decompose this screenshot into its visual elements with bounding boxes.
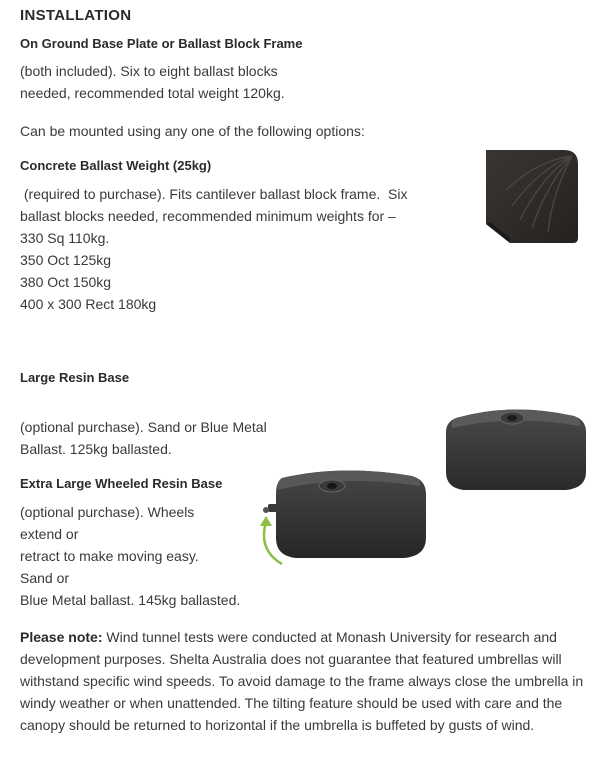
xl-wheeled-heading: Extra Large Wheeled Resin Base (20, 476, 223, 491)
text-line: 380 Oct 150kg (20, 274, 112, 290)
note-text: Wind tunnel tests were conducted at Monash University for research and development purposes. Shelta Australia does not guarantee that featured umbrellas will withstand specific wind speeds. To avoid damage to the frame always close the umbrella in windy weather or when unattended. The tilting feature should be used with care and the canopy should be returned to horizontal if the umbrella is buffeted by gusts of wind. (20, 629, 584, 733)
text-line: (optional purchase). Wheels (20, 504, 195, 520)
text-line: (both included). Six to eight ballast blocks (20, 63, 278, 79)
text-line: retract to make moving easy. (20, 548, 199, 564)
text-line: (optional purchase). Sand or Blue Metal (20, 419, 267, 435)
xl-wheeled-text (20, 501, 240, 611)
large-resin-text (20, 416, 267, 460)
concrete-ballast-image (482, 146, 580, 246)
options-intro: Can be mounted using any one of the following options: (20, 123, 365, 139)
text-line: Blue Metal ballast. 145kg ballasted. (20, 592, 241, 608)
large-resin-heading: Large Resin Base (20, 370, 130, 385)
text-line: Sand or (20, 570, 70, 586)
ground-base-text (20, 60, 285, 104)
concrete-text (20, 183, 408, 315)
xl-wheeled-base-image (252, 464, 430, 568)
text-line: Ballast. 125kg ballasted. (20, 441, 172, 457)
text-line: extend or (20, 526, 79, 542)
text-line: 330 Sq 110kg. (20, 230, 110, 246)
text-line: 350 Oct 125kg (20, 252, 112, 268)
text-line: needed, recommended total weight 120kg. (20, 85, 285, 101)
large-resin-base-image (442, 402, 588, 492)
ground-base-heading: On Ground Base Plate or Ballast Block Frame (20, 36, 303, 51)
text-line: 400 x 300 Rect 180kg (20, 296, 157, 312)
text-line: ballast blocks needed, recommended minimum weights for – (20, 208, 396, 224)
text-line: (required to purchase). Fits cantilever ballast block frame. Six (20, 186, 408, 202)
section-title: INSTALLATION (20, 7, 132, 24)
note-label: Please note: (20, 629, 103, 645)
concrete-heading: Concrete Ballast Weight (25kg) (20, 158, 212, 173)
please-note (20, 626, 590, 736)
